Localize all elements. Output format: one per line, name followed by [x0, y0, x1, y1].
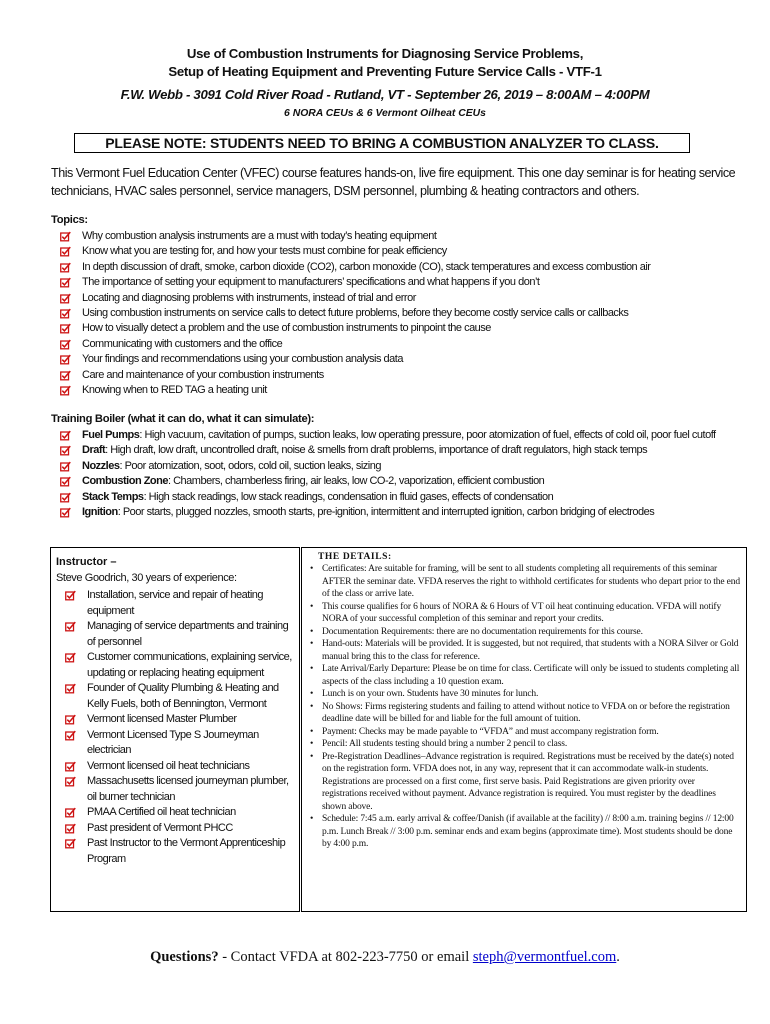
- topic-item: [60, 321, 740, 336]
- detail-item: • Lunch is on your own. Students have 30 minutes for lunch.: [308, 688, 740, 701]
- checked-box-icon: [60, 323, 71, 334]
- boiler-item: [60, 443, 740, 458]
- qualification-item: [65, 712, 293, 728]
- boiler-item: [60, 459, 740, 474]
- topic-item-text: In depth discussion of draft, smoke, carbon dioxide (CO2), carbon monoxide (CO), stack temperatures and excess combustion air: [82, 260, 651, 273]
- checked-box-icon: [65, 730, 76, 741]
- checked-box-icon: [65, 621, 76, 632]
- checked-box-icon: [60, 370, 71, 381]
- boiler-item-text: : High stack readings, low stack readings, condensation in fluid gases, effects of condensation: [143, 490, 554, 503]
- boiler-item: [60, 490, 740, 505]
- boiler-label: Training Boiler (what it can do, what it can simulate):: [51, 413, 315, 425]
- boiler-item-text: : Chambers, chamberless firing, air leaks, low CO-2, vaporization, efficient combustion: [168, 475, 545, 488]
- detail-item: • Documentation Requirements: there are no documentation requirements for this course.: [308, 626, 740, 639]
- detail-item: • Payment: Checks may be made payable to “VFDA” and must accompany registration form.: [308, 726, 740, 739]
- qualification-item: [65, 774, 293, 805]
- qualification-item-text: Installation, service and repair of heating equipment: [87, 589, 264, 617]
- detail-item: • Pencil: All students testing should bring a number 2 pencil to class.: [308, 738, 740, 751]
- topic-item-text: Locating and diagnosing problems with instruments, instead of trial and error: [82, 291, 416, 304]
- checked-box-icon: [60, 430, 71, 441]
- qualification-item: [65, 728, 293, 759]
- checked-box-icon: [65, 776, 76, 787]
- details-box: [301, 547, 747, 912]
- checked-box-icon: [65, 823, 76, 834]
- detail-item: • This course qualifies for 6 hours of NORA & 6 Hours of VT oil heat continuing education. VFDA will notify NORA of your successful completion of this seminar and report your credits.: [308, 601, 740, 626]
- checked-box-icon: [65, 761, 76, 772]
- detail-item: • Certificates: Are suitable for framing, will be sent to all students completing all requirements of this seminar AFTER the seminar date. VFDA reserves the right to withhold certificates for students who depart prior to the end of the class or arrive late.: [308, 563, 740, 601]
- ceu-line: 6 NORA CEUs & 6 Vermont Oilheat CEUs: [284, 108, 486, 119]
- qualification-item: [65, 588, 293, 619]
- boiler-item-text: : High vacuum, cavitation of pumps, suction leaks, low operating pressure, poor atomization of fuel, effects of cold oil, poor fuel cutoff: [139, 429, 716, 441]
- checked-box-icon: [60, 339, 71, 350]
- checked-box-icon: [60, 293, 71, 304]
- checked-box-icon: [60, 385, 71, 396]
- boiler-item-term: Ignition: [82, 506, 118, 519]
- topic-item: [60, 337, 740, 352]
- footer-contact: [0, 949, 770, 966]
- topic-item: [60, 352, 740, 367]
- topic-item-text: Your findings and recommendations using your combustion analysis data: [82, 353, 403, 366]
- topic-item-text: Using combustion instruments on service calls to detect future problems, before they become costly service calls or callbacks: [82, 307, 629, 320]
- details-heading: THE DETAILS:: [318, 552, 392, 562]
- topic-item: [60, 306, 740, 321]
- topic-item-text: The importance of setting your equipment to manufacturers’ specifications and what happens if you don’t: [82, 276, 540, 289]
- instructor-heading: Instructor –: [56, 556, 117, 568]
- boiler-item-text: : Poor starts, plugged nozzles, smooth starts, pre-ignition, intermittent and interrupted ignition, carbon bridging of electrodes: [117, 506, 655, 519]
- checked-box-icon: [60, 476, 71, 487]
- checked-box-icon: [65, 838, 76, 849]
- boiler-item-term: Nozzles: [82, 459, 120, 472]
- instructor-name: Steve Goodrich, 30 years of experience:: [56, 572, 237, 584]
- checked-box-icon: [60, 492, 71, 503]
- instructor-box: [50, 547, 300, 912]
- boiler-item-text: : Poor atomization, soot, odors, cold oil, suction leaks, sizing: [119, 459, 381, 472]
- boiler-item-text: : High draft, low draft, uncontrolled draft, noise & smells from draft problems, importance of draft regulators, high stack temps: [105, 444, 648, 457]
- checked-box-icon: [60, 445, 71, 456]
- checked-box-icon: [65, 807, 76, 818]
- topic-item-text: How to visually detect a problem and the use of combustion instruments to pinpoint the cause: [82, 322, 491, 335]
- location-line: F.W. Webb - 3091 Cold River Road - Rutland, VT - September 26, 2019 – 8:00AM – 4:00PM: [120, 87, 650, 102]
- topic-item-text: Care and maintenance of your combustion instruments: [82, 368, 324, 381]
- instructor-qualifications-list: [65, 588, 293, 867]
- boiler-item-term: Combustion Zone: [82, 475, 168, 488]
- checked-box-icon: [65, 714, 76, 725]
- boiler-item: [60, 505, 740, 520]
- qualification-item-text: Massachusetts licensed journeyman plumber, oil burner technician: [87, 775, 289, 803]
- checked-box-icon: [65, 652, 76, 663]
- detail-item: • No Shows: Firms registering students and failing to attend without notice to VFDA on or before the registration deadline date will be billed for and liable for the full amount of tuition.: [308, 701, 740, 726]
- topic-item: [60, 291, 740, 306]
- qualification-item: [65, 650, 293, 681]
- qualification-item: [65, 821, 293, 837]
- qualification-item-text: Vermont Licensed Type S Journeyman electrician: [87, 728, 259, 756]
- topic-item: [60, 275, 740, 290]
- qualification-item-text: Managing of service departments and training of personnel: [87, 620, 289, 648]
- checked-box-icon: [60, 231, 71, 242]
- qualification-item-text: Vermont licensed oil heat technicians: [87, 759, 250, 772]
- detail-item: • Schedule: 7:45 a.m. early arrival & coffee/Danish (if available at the facility) // 8:00 a.m. training begins // 12:00 p.m. Lunch Break // 3:00 p.m. seminar ends and exam begins (approximate time). Most students should be done by 4:00 p.m.: [308, 813, 740, 851]
- questions-label: Questions?: [150, 949, 219, 965]
- checked-box-icon: [60, 461, 71, 472]
- topic-item-text: Know what you are testing for, and how your tests must combine for peak efficiency: [82, 245, 447, 258]
- title-line-2: Setup of Heating Equipment and Preventing Future Service Calls - VTF-1: [168, 64, 602, 79]
- topics-list: [60, 229, 740, 398]
- topic-item: [60, 383, 740, 398]
- title-line-1: Use of Combustion Instruments for Diagnosing Service Problems,: [186, 46, 584, 61]
- contact-text: - Contact VFDA at 802-223-7750 or email: [218, 949, 473, 965]
- topic-item: [60, 368, 740, 383]
- checked-box-icon: [60, 246, 71, 257]
- topic-item-text: Communicating with customers and the office: [82, 337, 283, 350]
- detail-item: • Hand-outs: Materials will be provided. It is suggested, but not required, that students with a NORA Silver or Gold manual bring this to the class for reference.: [308, 638, 740, 663]
- qualification-item-text: Founder of Quality Plumbing & Heating and Kelly Fuels, both of Bennington, Vermont: [87, 682, 279, 710]
- topic-item-text: Knowing when to RED TAG a heating unit: [82, 384, 267, 397]
- boiler-item-term: Draft: [82, 444, 106, 457]
- checked-box-icon: [60, 507, 71, 518]
- qualification-item-text: PMAA Certified oil heat technician: [87, 806, 236, 818]
- qualification-item: [65, 759, 293, 775]
- qualification-item: [65, 805, 293, 821]
- boiler-item: [60, 474, 740, 489]
- detail-item: • Late Arrival/Early Departure: Please be on time for class. Certificate will only be issued to students completing all aspects of the class including a 10 question exam.: [308, 663, 740, 688]
- checked-box-icon: [65, 683, 76, 694]
- topic-item: [60, 260, 740, 275]
- topic-item: [60, 229, 740, 244]
- details-list: [308, 563, 740, 851]
- topics-label: Topics:: [51, 214, 88, 226]
- qualification-item: [65, 619, 293, 650]
- checked-box-icon: [65, 590, 76, 601]
- boiler-item-term: Stack Temps: [82, 490, 144, 503]
- boiler-list: [60, 428, 740, 520]
- footer-period: .: [616, 949, 620, 965]
- checked-box-icon: [60, 354, 71, 365]
- boiler-item-term: Fuel Pumps: [82, 429, 140, 441]
- analyzer-notice: PLEASE NOTE: STUDENTS NEED TO BRING A COMBUSTION ANALYZER TO CLASS.: [74, 133, 690, 153]
- qualification-item-text: Past Instructor to the Vermont Apprenticeship Program: [87, 837, 286, 865]
- detail-item: • Pre-Registration Deadlines–Advance registration is required. Registrations must be received by the date(s) noted on the registration form. VFDA does not, in any way, represent that it can accommodate walk-in students. Registrations are processed on a first come, first serve basis. Paid Registrations are given priority over registrations received without payment. Advance registration is required. You must register by the deadlines shown above.: [308, 751, 740, 814]
- boiler-item: [60, 428, 740, 443]
- checked-box-icon: [60, 277, 71, 288]
- email-link[interactable]: steph@vermontfuel.com: [472, 949, 617, 965]
- intro-paragraph: This Vermont Fuel Education Center (VFEC) course features hands-on, live fire equipment. This one day seminar is for heating service technicians, HVAC sales personnel, service managers, DSM personnel, plumbing & heating contractors and others.: [51, 166, 736, 198]
- topic-item: [60, 244, 740, 259]
- qualification-item-text: Past president of Vermont PHCC: [87, 821, 233, 834]
- checked-box-icon: [60, 308, 71, 319]
- qualification-item-text: Customer communications, explaining service, updating or replacing heating equipment: [87, 651, 292, 679]
- qualification-item-text: Vermont licensed Master Plumber: [87, 713, 237, 725]
- checked-box-icon: [60, 262, 71, 273]
- qualification-item: [65, 681, 293, 712]
- topic-item-text: Why combustion analysis instruments are a must with today’s heating equipment: [82, 230, 437, 242]
- qualification-item: [65, 836, 293, 867]
